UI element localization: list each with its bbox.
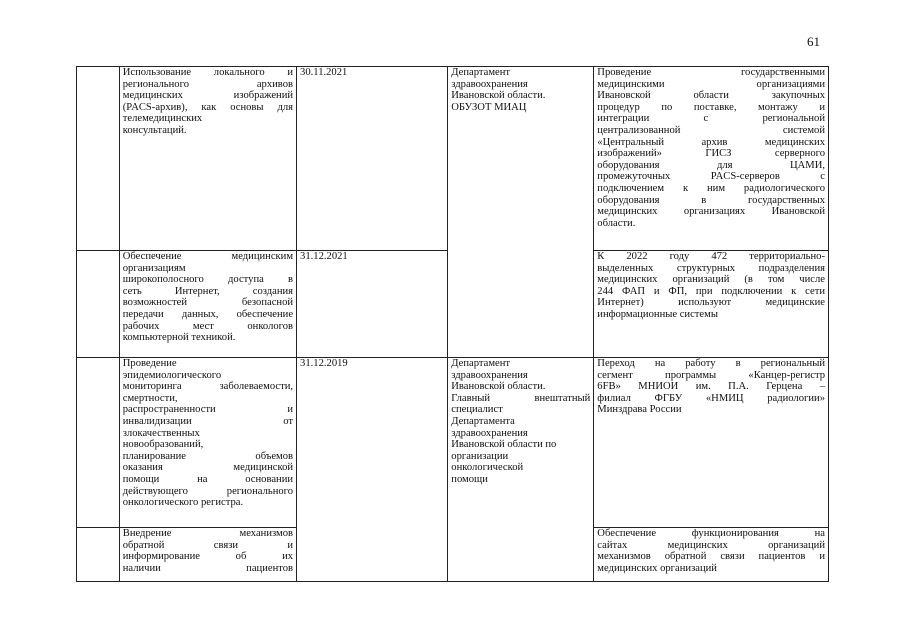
- result-cell: [594, 251, 829, 358]
- text-line: эпидемиологического: [122, 369, 222, 381]
- text-line: Внедрение механизмов: [122, 528, 294, 539]
- text-line: компьютерной техникой.: [122, 332, 236, 344]
- text-line: интеграции с региональной: [597, 113, 825, 125]
- text-line: Использование локального и: [122, 67, 294, 78]
- text-line: информационные системы: [597, 308, 718, 320]
- date-text: 31.12.2021: [300, 251, 348, 262]
- text-line: сеть Интернет, создания: [122, 285, 294, 297]
- text-line: помощи: [451, 473, 488, 485]
- text-line: рабочих мест онкологов: [122, 320, 294, 332]
- text-line: Обеспечение медицинским: [122, 251, 294, 262]
- text-line: помощи на основании: [122, 473, 294, 485]
- text-line: 244 ФАП и ФП, при подключении к сети: [597, 285, 825, 297]
- text-line: онкологической: [451, 462, 524, 474]
- text-line: медицинских изображений: [122, 90, 294, 102]
- text-line: Ивановской области закупочных: [597, 90, 825, 102]
- text-line: Интернет) используют медицинские: [597, 297, 825, 309]
- number-cell: [77, 67, 120, 251]
- text-line: сайтах медицинских организаций: [597, 539, 825, 551]
- text-line: телемедицинских: [122, 113, 203, 125]
- number-cell: [77, 358, 120, 528]
- table-row: [77, 358, 829, 528]
- text-line: Минздрава России: [597, 404, 682, 416]
- text-line: организации: [451, 450, 509, 462]
- text-line: мониторинга заболеваемости,: [122, 381, 294, 393]
- text-line: онкологического регистра.: [122, 497, 244, 509]
- text-line: оказания медицинской: [122, 462, 294, 474]
- date-text: 30.11.2021: [300, 67, 348, 78]
- date-cell: [297, 251, 448, 358]
- text-line: здравоохранения: [451, 427, 528, 439]
- text-line: информирование об их: [122, 551, 294, 563]
- text-line: инвалидизации от: [122, 415, 294, 427]
- table-row: [77, 67, 829, 251]
- responsible-cell: [448, 358, 594, 582]
- document-table: [76, 66, 829, 582]
- text-line: злокачественных: [122, 427, 200, 439]
- text-line: изображений» ГИСЗ серверного: [597, 148, 825, 160]
- text-line: Ивановской области по: [451, 439, 557, 451]
- date-text: 31.12.2019: [300, 358, 348, 369]
- text-line: К 2022 году 472 территориально-: [597, 251, 825, 262]
- text-line: специалист: [451, 404, 503, 416]
- text-line: Главный внештатный: [451, 392, 591, 404]
- text-line: Департамент: [451, 358, 511, 369]
- text-line: 6FB» МНИОИ им. П.А. Герцена –: [597, 381, 825, 393]
- text-line: сегмент программы «Канцер-регистр: [597, 369, 825, 381]
- text-line: передачи данных, обеспечение: [122, 308, 294, 320]
- text-line: Ивановской области.: [451, 381, 546, 393]
- result-cell: [594, 67, 829, 251]
- text-line: возможностей безопасной: [122, 297, 294, 309]
- text-line: регионального архивов: [122, 78, 294, 90]
- result-cell: [594, 528, 829, 582]
- measure-cell: [119, 528, 296, 582]
- text-line: широкополосного доступа в: [122, 274, 294, 286]
- text-line: Переход на работу в региональный: [597, 358, 825, 369]
- text-line: медицинских организаций (в том числе: [597, 274, 825, 286]
- number-cell: [77, 528, 120, 582]
- text-line: медицинскими организациями: [597, 78, 825, 90]
- text-line: Проведение: [122, 358, 177, 369]
- text-line: оборудования в государственных: [597, 194, 825, 206]
- text-line: смертности,: [122, 392, 178, 404]
- text-line: обратной связи и: [122, 539, 294, 551]
- text-line: консультаций.: [122, 124, 187, 136]
- text-line: ОБУЗОТ МИАЦ: [451, 101, 527, 113]
- text-line: (PACS-архив), как основы для: [122, 101, 294, 113]
- number-cell: [77, 251, 120, 358]
- text-line: действующего регионального: [122, 485, 294, 497]
- text-line: медицинских организациях Ивановской: [597, 206, 825, 218]
- text-line: наличии пациентов: [122, 562, 294, 574]
- text-line: механизмов обратной связи пациентов и: [597, 551, 825, 563]
- page-number: 61: [807, 34, 820, 49]
- responsible-cell: [448, 67, 594, 358]
- text-line: Департамента: [451, 415, 515, 427]
- text-line: распространенности и: [122, 404, 294, 416]
- measure-cell: [119, 358, 296, 528]
- text-line: Проведение государственными: [597, 67, 825, 78]
- text-line: Ивановской области.: [451, 90, 546, 102]
- measure-cell: [119, 251, 296, 358]
- text-line: медицинских организаций: [597, 562, 717, 574]
- text-line: подключением к ним радиологического: [597, 182, 825, 194]
- text-line: промежуточных PACS-серверов с: [597, 171, 825, 183]
- text-line: процедур по поставке, монтажу и: [597, 101, 825, 113]
- date-cell: [297, 358, 448, 582]
- text-line: филиал ФГБУ «НМИЦ радиологии»: [597, 392, 825, 404]
- text-line: здравоохранения: [451, 78, 528, 90]
- text-line: области.: [597, 217, 636, 229]
- text-line: Департамент: [451, 67, 511, 78]
- text-line: централизованной системой: [597, 124, 825, 136]
- text-line: Обеспечение функционирования на: [597, 528, 825, 539]
- text-line: здравоохранения: [451, 369, 528, 381]
- text-line: планирование объемов: [122, 450, 294, 462]
- text-line: оборудования для ЦАМИ,: [597, 159, 825, 171]
- date-cell: [297, 67, 448, 251]
- text-line: организациям: [122, 262, 186, 274]
- text-line: новообразований,: [122, 439, 204, 451]
- measure-cell: [119, 67, 296, 251]
- text-line: выделенных структурных подразделения: [597, 262, 825, 274]
- text-line: «Центральный архив медицинских: [597, 136, 825, 148]
- result-cell: [594, 358, 829, 528]
